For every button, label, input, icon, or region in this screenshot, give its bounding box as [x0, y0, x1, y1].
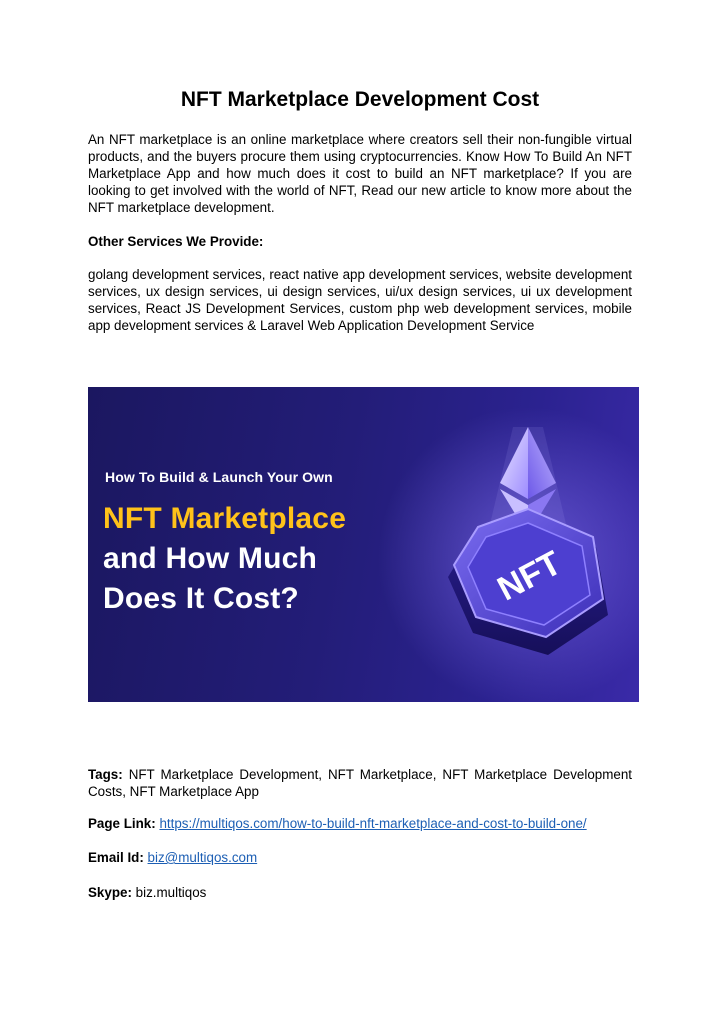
banner-headline-2: and How Much — [103, 542, 318, 575]
nft-banner-image — [88, 387, 639, 702]
skype-line — [88, 884, 632, 901]
banner-headline-1: NFT Marketplace — [103, 502, 347, 535]
tags-label: Tags: — [88, 767, 123, 782]
intro-paragraph: An NFT marketplace is an online marketplace where creators sell their non-fungible virtual products, and the buyers procure them using cryptocurrencies. Know How To Build An NFT Marketplace App and how much does it cost to build an NFT marketplace? If you are looking to get involved with the world of NFT, Read our new article to know more about the NFT marketplace development. — [88, 132, 632, 215]
email-link[interactable]: biz@multiqos.com — [147, 850, 258, 865]
tags-line — [88, 766, 632, 800]
email-line — [88, 849, 632, 866]
banner-headline-3: Does It Cost? — [103, 582, 299, 615]
badge-text: NFT — [491, 543, 568, 609]
banner-subtitle: How To Build & Launch Your Own — [105, 469, 333, 485]
email-label: Email Id: — [88, 850, 144, 865]
page-link-label: Page Link: — [88, 816, 156, 831]
page-link-line — [88, 815, 632, 832]
skype-value: biz.multiqos — [135, 885, 207, 900]
services-heading: Other Services We Provide: — [88, 234, 264, 249]
skype-label: Skype: — [88, 885, 132, 900]
services-paragraph: golang development services, react native app development services, website development services, ux design services, ui design services, ui/ux design services, ui ux development services, React JS Development Services, custom php web development services, mobile app development services & Laravel Web Application Development Service — [88, 267, 632, 333]
tags-value: NFT Marketplace Development, NFT Marketplace, NFT Marketplace Development Costs, NFT Marketplace App — [88, 767, 632, 799]
page-title: NFT Marketplace Development Cost — [180, 88, 540, 111]
page-link[interactable]: https://multiqos.com/how-to-build-nft-marketplace-and-cost-to-build-one/ — [159, 816, 587, 831]
